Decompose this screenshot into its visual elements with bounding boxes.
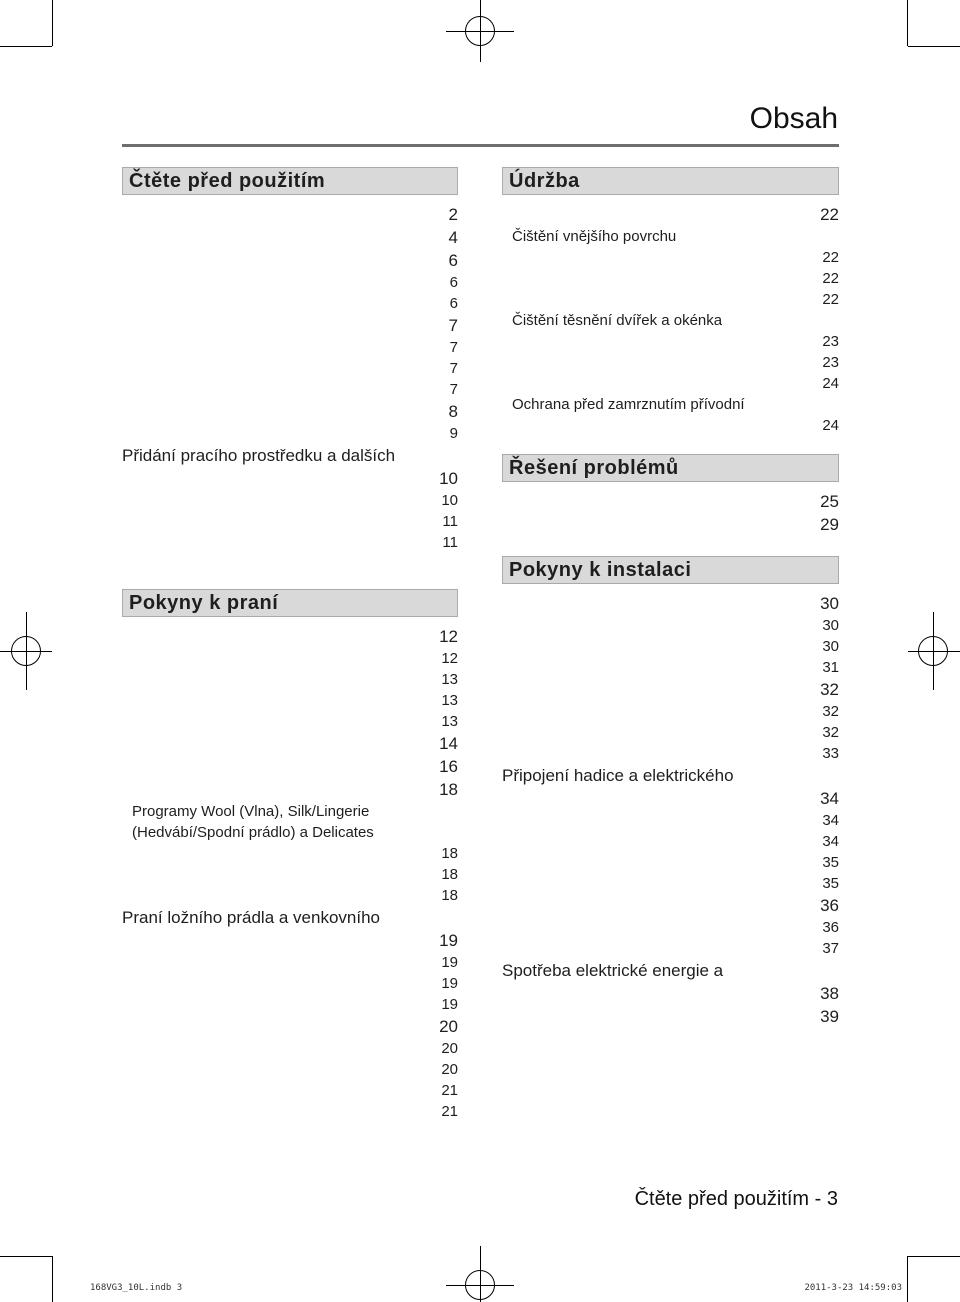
toc-entry: [502, 203, 839, 226]
registration-mark-bottom-v: [480, 1246, 481, 1302]
toc-entry: [502, 852, 839, 873]
toc-entry-title: Čištění těsnění dvířek a okénka: [512, 312, 723, 329]
crop-mark-top-left-v: [52, 0, 53, 46]
registration-mark-bottom-h: [446, 1285, 514, 1286]
toc-entry-page: 32: [512, 701, 839, 722]
toc-entry: [502, 636, 839, 657]
toc-entry-page: 35: [512, 852, 839, 873]
page-title: Obsah: [749, 102, 838, 135]
toc-entry: [122, 994, 458, 1015]
toc-entry: [502, 810, 839, 831]
toc-entry-title: Spotřeba elektrické energie a: [502, 961, 724, 980]
toc-entry: [502, 722, 839, 743]
toc-entry: [502, 657, 839, 678]
toc-entry: [122, 1015, 458, 1038]
toc-entry: [502, 831, 839, 852]
toc-entry: [122, 1101, 458, 1122]
toc-entry: [122, 778, 458, 801]
toc-entry: [122, 822, 458, 843]
toc-entry: [502, 415, 839, 436]
toc-entry: [502, 701, 839, 722]
toc-entry-page: 24: [512, 373, 839, 394]
toc-entry-page: 7: [132, 358, 458, 379]
toc-entry-page: 20: [122, 1015, 458, 1038]
crop-mark-bottom-left-h: [0, 1256, 52, 1257]
toc-entry: [122, 423, 458, 444]
toc-entry-page: 18: [122, 778, 458, 801]
toc-entry: [502, 513, 839, 536]
toc-entry: [502, 490, 839, 513]
toc-entry-page: 6: [122, 249, 458, 272]
crop-mark-bottom-left-v: [52, 1256, 53, 1302]
toc-entry-title: Přidání pracího prostředku a dalších: [122, 446, 396, 465]
toc-entry-page: 19: [122, 929, 458, 952]
toc-entry: [122, 690, 458, 711]
toc-entry: [122, 314, 458, 337]
toc-entry: [122, 1038, 458, 1059]
toc-entry: [502, 352, 839, 373]
toc-entry: [502, 394, 839, 415]
toc-entry-page: 19: [132, 952, 458, 973]
toc-right-column: [502, 167, 839, 1028]
toc-entry-page: 12: [122, 625, 458, 648]
toc-entry: [122, 203, 458, 226]
registration-mark-top-h: [446, 31, 514, 32]
toc-entry: [122, 490, 458, 511]
toc-entry: [122, 711, 458, 732]
toc-entry: [122, 467, 458, 490]
section-heading: Údržba: [502, 167, 839, 195]
toc-entry: [122, 843, 458, 864]
crop-mark-top-left-h: [0, 46, 52, 47]
title-rule: [122, 144, 839, 147]
toc-entry: [502, 247, 839, 268]
toc-entry: [122, 929, 458, 952]
toc-entry-page: 12: [132, 648, 458, 669]
toc-entry-page: 6: [132, 293, 458, 314]
toc-entry: [122, 625, 458, 648]
toc-entry-page: 21: [132, 1080, 458, 1101]
toc-entry: [122, 801, 458, 822]
section-heading: Pokyny k praní: [122, 589, 458, 617]
toc-entry: [502, 982, 839, 1005]
toc-entry-page: 23: [512, 352, 839, 373]
section-heading: Řešení problémů: [502, 454, 839, 482]
toc-entry-page: 36: [502, 894, 839, 917]
toc-entry-page: 22: [512, 289, 839, 310]
toc-entry-page: 18: [132, 843, 458, 864]
toc-entry: [122, 249, 458, 272]
toc-entry-page: 39: [502, 1005, 839, 1028]
toc-entry-page: 22: [502, 203, 839, 226]
toc-entry-title: Ochrana před zamrznutím přívodní: [512, 396, 745, 413]
toc-entry: [502, 743, 839, 764]
toc-entry: [122, 293, 458, 314]
toc-entry: [122, 444, 458, 467]
toc-left-column: [122, 167, 458, 1122]
toc-entry: [502, 873, 839, 894]
toc-entry: [502, 331, 839, 352]
toc-entry: [122, 864, 458, 885]
toc-entry: [502, 268, 839, 289]
toc-entry: [122, 226, 458, 249]
toc-entry-page: 24: [512, 415, 839, 436]
toc-entry-page: 38: [502, 982, 839, 1005]
toc-entry: [502, 592, 839, 615]
toc-entry: [122, 358, 458, 379]
toc-entry-page: 25: [502, 490, 839, 513]
toc-entry-page: 18: [132, 864, 458, 885]
toc-entry-page: 30: [502, 592, 839, 615]
toc-entry-page: 11: [132, 511, 458, 532]
toc-entry-page: 36: [512, 917, 839, 938]
crop-mark-bottom-right-h: [908, 1256, 960, 1257]
toc-entry-page: 21: [132, 1101, 458, 1122]
toc-entry: [122, 1059, 458, 1080]
toc-entry-page: 9: [132, 423, 458, 444]
toc-entry-page: 6: [132, 272, 458, 293]
toc-entry-page: 8: [122, 400, 458, 423]
toc-entry: [502, 894, 839, 917]
toc-entry: [502, 310, 839, 331]
toc-entry: [122, 973, 458, 994]
registration-mark-right-h: [908, 651, 960, 652]
toc-entry-page: 37: [512, 938, 839, 959]
toc-entry-page: 32: [512, 722, 839, 743]
toc-entry: [502, 1005, 839, 1028]
toc-entry-page: 33: [512, 743, 839, 764]
crop-mark-top-right-v: [907, 0, 908, 46]
toc-entry: [122, 379, 458, 400]
toc-entry: [502, 938, 839, 959]
toc-entry-page: 22: [512, 247, 839, 268]
toc-entry-page: 35: [512, 873, 839, 894]
toc-entry-page: 10: [132, 490, 458, 511]
toc-entry-page: 2: [122, 203, 458, 226]
toc-entry: [502, 615, 839, 636]
toc-entry: [502, 764, 839, 787]
crop-mark-bottom-right-v: [907, 1256, 908, 1302]
toc-entry: [122, 337, 458, 358]
toc-entry: [502, 226, 839, 247]
toc-entry: [122, 906, 458, 929]
toc-entry: [122, 532, 458, 553]
toc-entry-page: 22: [512, 268, 839, 289]
crop-mark-top-right-h: [908, 46, 960, 47]
toc-entry-page: 34: [512, 831, 839, 852]
toc-entry: [502, 289, 839, 310]
toc-entry-title: Připojení hadice a elektrického: [502, 766, 734, 785]
toc-entry-page: 20: [132, 1038, 458, 1059]
toc-entry-page: 34: [502, 787, 839, 810]
toc-entry: [502, 373, 839, 394]
toc-entry-page: 16: [122, 755, 458, 778]
toc-entry: [122, 648, 458, 669]
toc-entry: [122, 885, 458, 906]
toc-entry: [122, 1080, 458, 1101]
toc-entry-page: 30: [512, 636, 839, 657]
section-heading: Čtěte před použitím: [122, 167, 458, 195]
toc-entry-page: 7: [122, 314, 458, 337]
section-heading: Pokyny k instalaci: [502, 556, 839, 584]
toc-entry: [502, 678, 839, 701]
toc-entry-page: 10: [122, 467, 458, 490]
toc-entry: [122, 511, 458, 532]
toc-entry: [502, 787, 839, 810]
toc-entry-title: Praní ložního prádla a venkovního: [122, 908, 381, 927]
toc-entry-page: 4: [122, 226, 458, 249]
page-footer: Čtěte před použitím - 3: [634, 1188, 838, 1210]
toc-entry-page: 20: [132, 1059, 458, 1080]
print-slug-left: 168VG3_10L.indb 3: [90, 1283, 183, 1293]
toc-entry: [122, 400, 458, 423]
toc-entry-page: 19: [132, 973, 458, 994]
toc-entry: [122, 952, 458, 973]
toc-entry-page: 19: [132, 994, 458, 1015]
toc-entry-page: 14: [122, 732, 458, 755]
toc-entry-page: 29: [502, 513, 839, 536]
toc-entry-page: 31: [512, 657, 839, 678]
toc-entry: [122, 732, 458, 755]
toc-entry-page: 32: [502, 678, 839, 701]
toc-entry-page: 30: [512, 615, 839, 636]
toc-entry: [502, 917, 839, 938]
toc-entry-page: 18: [132, 885, 458, 906]
toc-entry-page: 7: [132, 337, 458, 358]
toc-entry-title: (Hedvábí/Spodní prádlo) a Delicates: [132, 824, 374, 841]
toc-entry-page: 13: [132, 690, 458, 711]
toc-entry-page: 23: [512, 331, 839, 352]
toc-entry-page: 13: [132, 711, 458, 732]
print-slug-right: 2011-3-23 14:59:03: [804, 1283, 902, 1293]
toc-entry-page: 34: [512, 810, 839, 831]
toc-entry-page: 11: [132, 532, 458, 553]
toc-entry-page: 13: [132, 669, 458, 690]
toc-entry-title: Programy Wool (Vlna), Silk/Lingerie: [132, 803, 370, 820]
registration-mark-left-h: [0, 651, 52, 652]
toc-entry-title: Čištění vnějšího povrchu: [512, 228, 677, 245]
toc-entry: [502, 959, 839, 982]
toc-entry: [122, 272, 458, 293]
toc-entry: [122, 669, 458, 690]
toc-entry-page: 7: [132, 379, 458, 400]
toc-entry: [122, 755, 458, 778]
